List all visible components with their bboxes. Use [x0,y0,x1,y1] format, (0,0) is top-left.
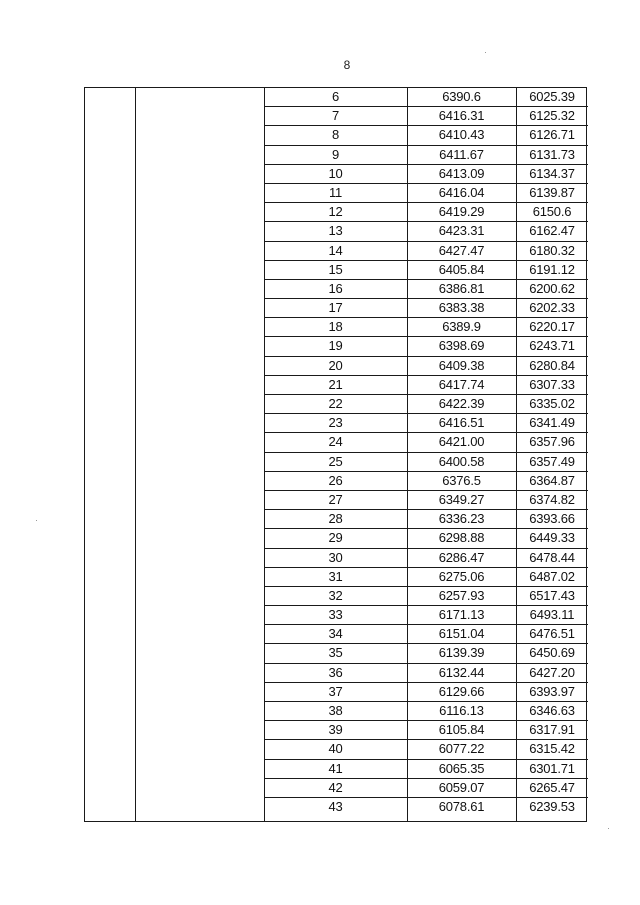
row-index-cell: 6 [331,89,340,104]
value-b-cell: 6393.66 [529,511,575,527]
value-b-cell: 6393.97 [529,683,575,699]
value-a-cell: 6059.07 [438,779,485,795]
value-b-cell: 6427.20 [529,664,575,680]
value-b-cell: 6493.11 [529,607,575,623]
value-b-cell: 6191.12 [529,261,575,277]
value-b-cell: 6357.49 [529,453,575,469]
table-row [264,683,588,702]
table-body [264,88,588,817]
row-index-cell: 14 [328,242,343,258]
value-a-cell: 6409.38 [438,357,485,373]
table-row [264,664,588,683]
value-a-cell: 6427.47 [438,242,485,258]
value-b-cell: 6220.17 [529,319,575,335]
table-row [264,395,588,414]
value-a-cell: 6336.23 [438,511,485,527]
table-row [264,702,588,721]
table-row [264,472,588,491]
row-index-cell: 39 [328,722,343,738]
table-row [264,318,588,337]
value-b-cell: 6131.73 [529,146,575,162]
table-row [264,184,588,203]
row-index-cell: 31 [328,568,343,584]
value-b-cell: 6200.62 [529,280,575,296]
table-row [264,414,588,433]
row-index-cell: 28 [328,511,343,527]
row-index-cell: 7 [331,108,340,124]
value-b-cell: 6307.33 [529,376,575,392]
value-b-cell: 6243.71 [529,338,575,354]
value-a-cell: 6151.04 [438,626,485,642]
value-b-cell: 6162.47 [529,223,575,239]
table-row [264,88,588,107]
row-index-cell: 38 [328,703,343,718]
value-b-cell: 6374.82 [529,491,575,507]
value-a-cell: 6386.81 [438,280,485,296]
value-b-cell: 6449.33 [529,530,575,546]
value-b-cell: 6150.6 [532,204,572,220]
value-a-cell: 6419.29 [438,204,485,220]
row-index-cell: 11 [328,184,343,200]
value-a-cell: 6411.67 [439,146,484,162]
value-a-cell: 6398.69 [438,338,485,354]
row-index-cell: 41 [328,760,343,776]
value-a-cell: 6410.43 [438,127,485,143]
value-b-cell: 6478.44 [529,549,575,565]
value-a-cell: 6275.06 [438,568,485,584]
value-a-cell: 6416.31 [438,108,485,124]
value-a-cell: 6376.5 [442,472,481,488]
table-row [264,433,588,452]
table-row [264,299,588,318]
row-index-cell: 23 [328,415,343,431]
table-row [264,376,588,395]
row-index-cell: 13 [328,223,343,239]
value-a-cell: 6298.88 [438,530,485,546]
value-a-cell: 6423.31 [438,223,485,239]
value-b-cell: 6341.49 [529,415,575,431]
table-row [264,721,588,740]
table-row [264,453,588,472]
value-b-cell: 6317.91 [529,722,575,738]
table-row [264,242,588,261]
data-table [84,87,587,822]
value-a-cell: 6417.74 [438,376,485,392]
row-index-cell: 33 [328,607,343,623]
table-row [264,549,588,568]
value-b-cell: 6280.84 [529,357,575,373]
table-row [264,146,588,165]
table-row [264,337,588,356]
row-index-cell: 36 [328,664,343,680]
value-a-cell: 6077.22 [438,741,485,757]
value-a-cell: 6116.13 [439,703,484,718]
row-index-cell: 27 [328,491,343,507]
value-b-cell: 6357.96 [529,434,575,450]
value-b-cell: 6487.02 [529,568,575,584]
value-a-cell: 6413.09 [438,165,485,181]
row-index-cell: 37 [328,683,343,699]
row-index-cell: 19 [328,338,343,354]
value-b-cell: 6265.47 [529,779,575,795]
value-b-cell: 6315.42 [529,741,575,757]
value-a-cell: 6383.38 [438,300,485,316]
table-row [264,760,588,779]
row-index-cell: 8 [331,127,340,143]
value-a-cell: 6416.04 [438,184,485,200]
value-b-cell: 6335.02 [529,396,575,411]
table-row [264,107,588,126]
row-index-cell: 10 [328,165,343,181]
row-index-cell: 12 [328,204,343,220]
row-index-cell: 24 [328,434,343,450]
table-row [264,529,588,548]
row-index-cell: 34 [328,626,343,642]
row-index-cell: 43 [328,798,343,814]
table-row [264,510,588,529]
value-b-cell: 6180.32 [529,242,575,258]
table-row [264,779,588,798]
row-index-cell: 25 [328,453,343,469]
row-index-cell: 35 [328,645,343,661]
value-a-cell: 6416.51 [438,415,485,431]
value-a-cell: 6405.84 [438,261,485,277]
row-index-cell: 22 [328,396,343,411]
value-a-cell: 6421.00 [438,434,485,450]
value-b-cell: 6139.87 [529,184,575,200]
table-row [264,165,588,184]
row-index-cell: 40 [328,741,343,757]
value-a-cell: 6132.44 [438,664,485,680]
value-a-cell: 6389.9 [442,319,481,335]
value-b-cell: 6450.69 [529,645,575,661]
table-row [264,587,588,606]
value-b-cell: 6346.63 [529,703,575,718]
table-row [264,644,588,663]
value-a-cell: 6390.6 [442,89,481,104]
table-row [264,357,588,376]
table-row [264,203,588,222]
table-row [264,606,588,625]
table-row [264,491,588,510]
row-index-cell: 32 [328,587,343,603]
table-row [264,280,588,299]
value-b-cell: 6202.33 [529,300,575,316]
scan-speck [36,520,37,521]
value-b-cell: 6476.51 [529,626,575,642]
value-a-cell: 6422.39 [438,396,485,411]
value-a-cell: 6349.27 [438,491,485,507]
row-index-cell: 20 [328,357,343,373]
value-b-cell: 6364.87 [529,472,575,488]
page-number: 8 [343,58,351,72]
table-row [264,740,588,759]
table-row [264,126,588,145]
table-row [264,222,588,241]
value-a-cell: 6139.39 [438,645,485,661]
row-index-cell: 30 [328,549,343,565]
value-a-cell: 6129.66 [438,683,485,699]
value-a-cell: 6400.58 [438,453,485,469]
value-a-cell: 6286.47 [438,549,485,565]
value-b-cell: 6239.53 [529,798,575,814]
row-index-cell: 29 [328,530,343,546]
row-index-cell: 42 [328,779,343,795]
scan-speck [485,52,486,53]
row-index-cell: 26 [328,472,343,488]
row-index-cell: 16 [328,280,343,296]
value-a-cell: 6171.13 [438,607,485,623]
value-b-cell: 6301.71 [529,760,575,776]
row-index-cell: 15 [328,261,343,277]
table-row [264,261,588,280]
value-b-cell: 6517.43 [529,587,575,603]
value-b-cell: 6126.71 [529,127,575,143]
column-divider [135,88,136,821]
value-a-cell: 6065.35 [438,760,485,776]
row-index-cell: 9 [331,146,340,162]
scan-speck [608,828,609,829]
value-b-cell: 6134.37 [529,165,575,181]
value-a-cell: 6078.61 [438,798,485,814]
value-a-cell: 6257.93 [438,587,485,603]
value-b-cell: 6025.39 [529,89,575,104]
row-index-cell: 18 [328,319,343,335]
row-index-cell: 21 [328,376,343,392]
row-index-cell: 17 [328,300,343,316]
table-row [264,798,588,817]
value-b-cell: 6125.32 [529,108,575,124]
value-a-cell: 6105.84 [438,722,485,738]
table-row [264,568,588,587]
table-row [264,625,588,644]
